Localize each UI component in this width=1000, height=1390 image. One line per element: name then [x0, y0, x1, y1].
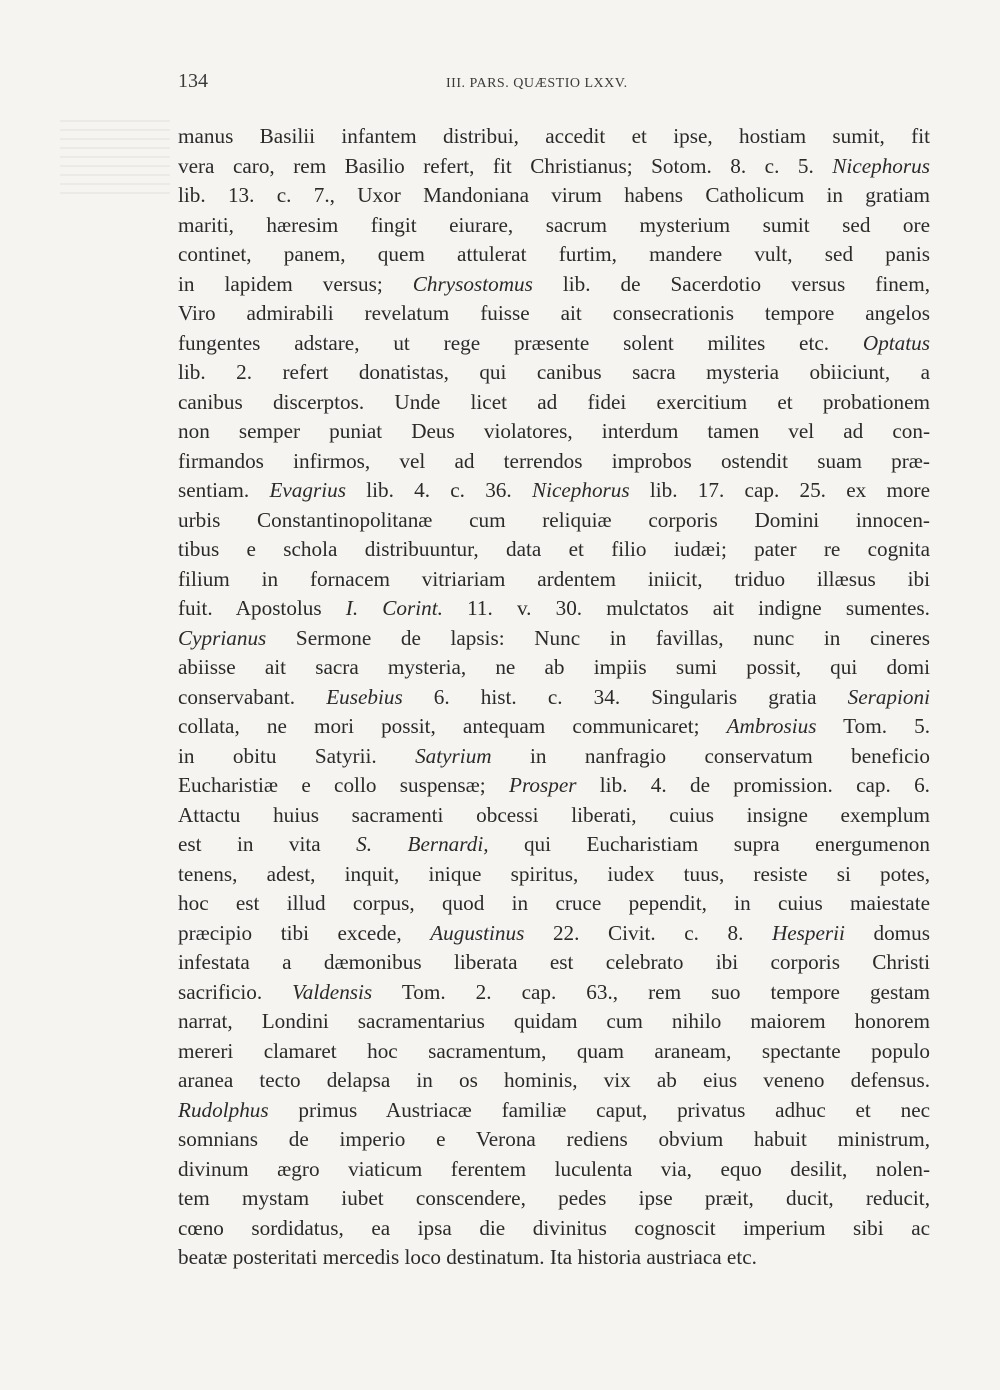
text-run: divinum ægro viaticum ferentem luculenta via, equo desilit, nolen- — [178, 1156, 930, 1181]
text-line — [178, 683, 930, 713]
text-run: lib. 2. refert donatistas, qui canibus sacra mysteria obiiciunt, a — [178, 360, 930, 384]
text-run: mariti, hæresim fingit eiurare, sacrum mysterium sumit sed ore — [178, 212, 930, 237]
text-run: fungentes adstare, ut rege præsente solent milites etc. — [178, 330, 863, 355]
text-run: fuit. Apostolus — [178, 596, 346, 620]
text-line — [178, 1066, 930, 1096]
text-run: hoc est illud corpus, quod in cruce pependit, in cuius maiestate — [178, 891, 930, 915]
text-line — [178, 978, 930, 1008]
text-line — [178, 535, 930, 565]
text-line — [178, 388, 930, 418]
text-line — [178, 240, 930, 270]
text-run: firmandos infirmos, vel ad terrendos improbos ostendit suam præ- — [178, 448, 930, 473]
text-line — [178, 1007, 930, 1037]
text-line — [178, 447, 930, 477]
text-run: tibus e schola distribuuntur, data et filio iudæi; pater re cognita — [178, 537, 930, 561]
text-run: primus Austriacæ familiæ caput, privatus adhuc et nec — [268, 1097, 930, 1122]
italic-citation: Rudolphus — [178, 1097, 269, 1122]
text-run: somnians de imperio e Verona rediens obvium habuit ministrum, — [178, 1127, 930, 1151]
text-line — [178, 476, 930, 506]
text-run: collata, ne mori possit, antequam communicaret; — [178, 714, 727, 738]
text-run: non semper puniat Deus violatores, interdum tamen vel ad con- — [178, 419, 930, 443]
text-run: 6. hist. c. 34. Singularis gratia — [402, 684, 848, 709]
text-run: canibus discerptos. Unde licet ad fidei exercitium et probationem — [178, 389, 930, 414]
text-run: 11. v. 30. mulctatos ait indigne sumentes. — [442, 596, 930, 620]
text-run: domus — [844, 920, 930, 945]
italic-citation: S. Bernardi, — [356, 832, 489, 856]
text-run: manus Basilii infantem distribui, accedit et ipse, hostiam sumit, fit — [178, 124, 930, 148]
text-line — [178, 594, 930, 624]
italic-citation: I. Corint. — [345, 596, 443, 620]
text-line — [178, 1184, 930, 1214]
text-run: lib. de Sacerdotio versus finem, — [532, 271, 930, 296]
text-line — [178, 801, 930, 831]
italic-citation: Eusebius — [326, 684, 403, 709]
text-run: beatæ posteritati mercedis loco destinatum. Ita historia austriaca etc. — [178, 1245, 757, 1269]
text-line — [178, 358, 930, 388]
italic-citation: Nicephorus — [832, 153, 930, 178]
text-run: præcipio tibi excede, — [178, 920, 431, 945]
text-line — [178, 948, 930, 978]
text-run: sentiam. — [178, 478, 270, 502]
italic-citation: Augustinus — [430, 920, 525, 945]
text-line — [178, 122, 930, 152]
text-line — [178, 417, 930, 447]
text-line — [178, 653, 930, 683]
italic-citation: Evagrius — [269, 478, 346, 502]
text-run: Eucharistiæ e collo suspensæ; — [178, 773, 509, 797]
text-run: conservabant. — [178, 684, 327, 709]
text-line — [178, 771, 930, 801]
text-run: Attactu huius sacramenti obcessi liberati, cuius insigne exemplum — [178, 802, 930, 827]
text-run: Viro admirabili revelatum fuisse ait consecrationis tempore angelos — [178, 301, 930, 325]
italic-citation: Ambrosius — [726, 714, 817, 738]
text-line — [178, 742, 930, 772]
text-run: infestata a dæmonibus liberata est celebrato ibi corporis Christi — [178, 950, 930, 974]
italic-citation: Nicephorus — [531, 478, 630, 502]
text-run: filium in fornacem vitriariam ardentem iniicit, triduo illæsus ibi — [178, 566, 930, 591]
italic-citation: Valdensis — [292, 979, 373, 1004]
text-run: in obitu Satyrii. — [178, 743, 416, 768]
page-number: 134 — [178, 70, 208, 92]
text-run: abiisse ait sacra mysteria, ne ab impiis sumi possit, qui domi — [178, 655, 930, 679]
text-run: lib. 17. cap. 25. ex more — [629, 478, 930, 502]
running-head: III. PARS. QUÆSTIO LXXV. — [446, 76, 628, 91]
italic-citation: Optatus — [862, 330, 930, 355]
text-run: sacrificio. — [178, 979, 293, 1004]
text-run: narrat, Londini sacramentarius quidam cum nihilo maiorem honorem — [178, 1009, 930, 1033]
text-line — [178, 830, 930, 860]
text-run: cœno sordidatus, ea ipsa die divinitus cognoscit imperium sibi ac — [178, 1215, 930, 1240]
text-run: lib. 13. c. 7., Uxor Mandoniana virum habens Catholicum in gratiam — [178, 183, 930, 207]
text-run: vera caro, rem Basilio refert, fit Christianus; Sotom. 8. c. 5. — [178, 153, 833, 178]
page-header — [178, 70, 930, 100]
text-line — [178, 299, 930, 329]
text-line — [178, 624, 930, 654]
text-line — [178, 1125, 930, 1155]
text-run: est in vita — [178, 832, 357, 856]
show-through-marks — [60, 120, 170, 200]
italic-citation: Serapioni — [847, 684, 930, 709]
text-line — [178, 506, 930, 536]
text-run: continet, panem, quem attulerat furtim, mandere vult, sed panis — [178, 242, 930, 266]
text-line — [178, 329, 930, 359]
text-run: Tom. 2. cap. 63., rem suo tempore gestam — [372, 979, 930, 1004]
text-line — [178, 889, 930, 919]
text-run: urbis Constantinopolitanæ cum reliquiæ corporis Domini innocen- — [178, 507, 930, 532]
text-run: Tom. 5. — [816, 714, 930, 738]
text-line — [178, 270, 930, 300]
text-run: mereri clamaret hoc sacramentum, quam araneam, spectante populo — [178, 1038, 930, 1063]
italic-citation: Chrysostomus — [412, 271, 533, 296]
text-line — [178, 1096, 930, 1126]
text-line — [178, 152, 930, 182]
italic-citation: Prosper — [509, 773, 577, 797]
text-line — [178, 919, 930, 949]
text-run: in nanfragio conservatum beneficio — [491, 743, 930, 768]
text-run: Sermone de lapsis: Nunc in favillas, nunc in cineres — [266, 625, 930, 650]
text-run: qui Eucharistiam supra energumenon — [488, 832, 930, 856]
text-run: tem mystam iubet conscendere, pedes ipse præit, ducit, reducit, — [178, 1186, 930, 1210]
text-line — [178, 1243, 930, 1273]
text-line — [178, 1037, 930, 1067]
italic-citation: Hesperii — [771, 920, 845, 945]
text-line — [178, 565, 930, 595]
text-run: aranea tecto delapsa in os hominis, vix ab eius veneno defensus. — [178, 1068, 930, 1092]
italic-citation: Cyprianus — [178, 625, 267, 650]
text-line — [178, 181, 930, 211]
text-run: lib. 4. c. 36. — [345, 478, 532, 502]
text-line — [178, 211, 930, 241]
text-run: tenens, adest, inquit, inique spiritus, iudex tuus, resiste si potes, — [178, 861, 930, 886]
text-line — [178, 1155, 930, 1185]
text-line — [178, 712, 930, 742]
text-run: 22. Civit. c. 8. — [524, 920, 772, 945]
text-run: lib. 4. de promission. cap. 6. — [576, 773, 930, 797]
body-text — [178, 122, 930, 1273]
italic-citation: Satyrium — [415, 743, 492, 768]
text-run: in lapidem versus; — [178, 271, 413, 296]
text-line — [178, 1214, 930, 1244]
text-line — [178, 860, 930, 890]
